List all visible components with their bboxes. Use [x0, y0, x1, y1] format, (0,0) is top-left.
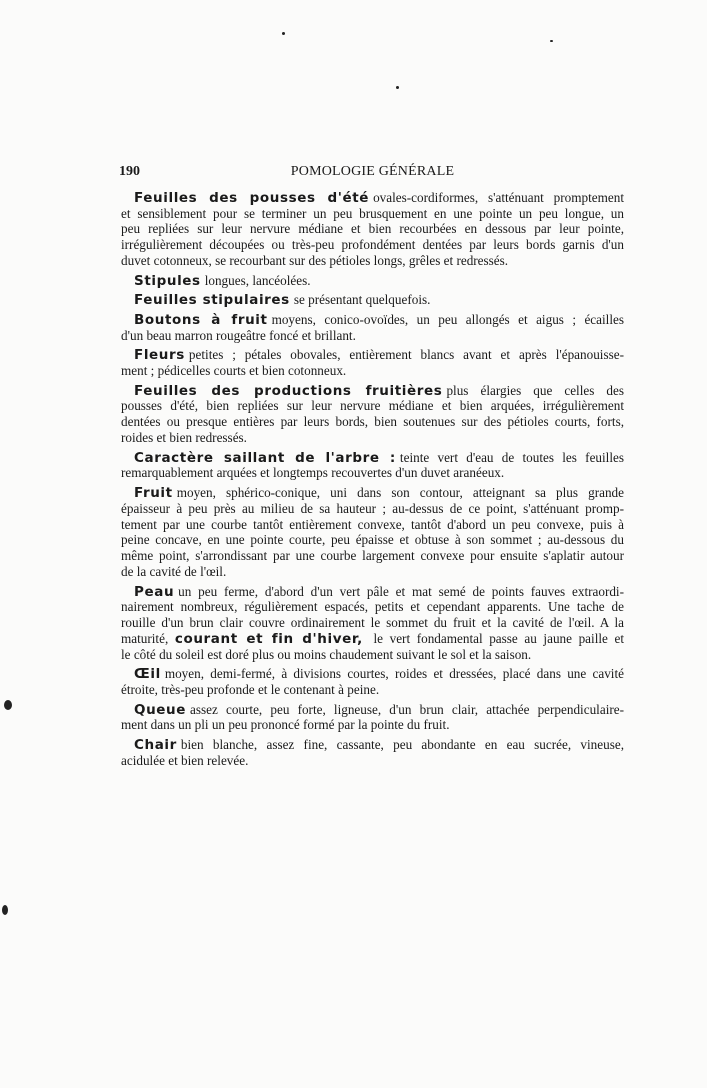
text-line: [121, 615, 624, 631]
paragraph-heading: Feuilles stipulaires: [134, 292, 290, 309]
text-line: [121, 564, 624, 580]
paragraph: [121, 450, 624, 482]
paragraph: [121, 584, 624, 663]
line-text: moyen, demi-fermé, à divisions courtes, roides et dressées, placé dans une cavité: [164, 666, 624, 682]
text-line: [121, 292, 624, 308]
text-line: [121, 548, 624, 564]
line-text: le côté du soleil est doré plus ou moins chaudement suivant le sol et la saison.: [121, 646, 532, 662]
line-text: même point, s'arrondissant par une courbe largement convexe pour ensuite s'aplatir autour: [121, 548, 624, 564]
line-text: pousses d'été, bien repliées sur leur nervure médiane et bien arquées, irrégulièrement: [121, 398, 624, 414]
line-text: acidulée et bien relevée.: [121, 752, 249, 768]
line-text: d'un beau marron rougeâtre foncé et brillant.: [121, 327, 356, 343]
line-text: duvet cotonneux, se recourbant sur des pétioles longs, grêles et redressés.: [121, 252, 509, 268]
line-text: irrégulièrement découpées ou très-peu profondément dentées par leurs bords garnis d'un: [121, 237, 624, 253]
paragraph: [121, 292, 624, 308]
line-text: de la cavité de l'œil.: [121, 563, 227, 579]
scan-speck: [282, 32, 285, 35]
line-text: plus élargies que celles des: [446, 382, 624, 398]
text-line: [121, 753, 624, 769]
page-header: [121, 164, 624, 186]
paragraph-heading: Feuilles des productions fruitières: [134, 382, 443, 399]
line-text: remarquablement arquées et longtemps recouvertes d'un duvet aranéeux.: [121, 465, 505, 481]
text-line: [121, 717, 624, 733]
paragraph-heading: Fleurs: [134, 347, 185, 364]
text-line: [121, 363, 624, 379]
paragraph-heading: Boutons à fruit: [134, 311, 268, 328]
line-text: tement par une courbe tantôt entièrement convexe, tantôt d'abord un peu convexe, puis à: [121, 516, 624, 532]
line-text: dentées ou presque entières par leurs bords, bien soutenues sur des pétioles courts, forts,: [121, 414, 624, 430]
line-text: maturité, courant et fin d'hiver, le vert fondamental passe au jaune paille et: [121, 630, 624, 647]
text-line: [121, 414, 624, 430]
text-line: [121, 666, 624, 682]
paragraph: [121, 666, 624, 698]
text-line: [121, 312, 624, 328]
text-line: [121, 584, 624, 600]
line-text: assez courte, peu forte, ligneuse, d'un brun clair, attachée perpendiculaire-: [190, 701, 624, 717]
scan-speck: [550, 40, 553, 42]
text-line: [121, 398, 624, 414]
line-text: longues, lancéolées.: [204, 272, 311, 288]
paragraph-heading: Queue: [134, 701, 187, 718]
line-text: moyens, conico-ovoïdes, un peu allongés et aigus ; écailles: [271, 311, 624, 327]
text-line: [121, 450, 624, 466]
text-line: [121, 237, 624, 253]
line-text: et sensiblement pour se terminer un peu brusquement en une pointe un peu longue, un: [121, 205, 624, 221]
paragraph-heading: Caractère saillant de l'arbre :: [134, 449, 396, 466]
text-line: [121, 517, 624, 533]
line-text: rouille d'un brun clair couvre ordinairement le sommet du fruit et la cavité de l'œil. A la: [121, 615, 624, 631]
text-line: [121, 485, 624, 501]
text-line: [121, 273, 624, 289]
line-text: peine concave, en une pointe courte, peu épaisse et obtuse à son sommet ; au-dessous du: [121, 532, 624, 548]
text-line: [121, 383, 624, 399]
text-line: [121, 347, 624, 363]
text-line: [121, 221, 624, 237]
paragraph-heading: Œil: [134, 666, 161, 683]
text-line: [121, 702, 624, 718]
paragraph: [121, 312, 624, 344]
text-line: [121, 682, 624, 698]
text-line: [121, 430, 624, 446]
paragraph-heading: Feuilles des pousses d'été: [134, 189, 370, 206]
line-text: se présentant quelquefois.: [293, 292, 431, 308]
text-line: [121, 737, 624, 753]
text-line: [121, 465, 624, 481]
paragraph: [121, 485, 624, 580]
line-text: ovales-cordiformes, s'atténuant promptement: [373, 189, 624, 205]
paragraph: [121, 737, 624, 769]
line-text: moyen, sphérico-conique, uni dans son contour, atteignant sa plus grande: [176, 484, 624, 500]
text-line: [121, 190, 624, 206]
text-line: [121, 599, 624, 615]
scan-speck: [4, 700, 12, 710]
text-line: [121, 631, 624, 647]
line-text: petites ; pétales obovales, entièrement blancs avant et après l'épanouisse-: [188, 347, 624, 363]
text-line: [121, 501, 624, 517]
line-text: ment dans un pli un peu prononcé formé par la pointe du fruit.: [121, 717, 450, 733]
running-title: POMOLOGIE GÉNÉRALE: [290, 164, 455, 179]
line-text: un peu ferme, d'abord d'un vert pâle et mat semé de points fauves extraordi-: [178, 583, 624, 599]
paragraph: [121, 347, 624, 379]
line-text: roides et bien redressés.: [121, 429, 247, 445]
document-page: [121, 164, 624, 769]
text-line: [121, 328, 624, 344]
paragraph: [121, 702, 624, 734]
text-line: [121, 206, 624, 222]
paragraph: [121, 190, 624, 269]
text-line: [121, 253, 624, 269]
page-number: 190: [119, 164, 140, 179]
inline-emphasis: courant et fin d'hiver,: [174, 630, 363, 647]
paragraph: [121, 273, 624, 289]
line-text: nairement nombreux, régulièrement espacés, petits et cependant apparents. Une tache de: [121, 599, 624, 615]
text-line: [121, 647, 624, 663]
scan-speck: [396, 86, 399, 89]
paragraph-heading: Stipules: [134, 272, 201, 289]
text-line: [121, 532, 624, 548]
paragraph-heading: Fruit: [134, 484, 173, 501]
paragraph-heading: Peau: [134, 583, 175, 600]
line-text: épaisseur à peu près au milieu de sa hauteur ; au-dessus de ce point, s'atténuant promp-: [121, 500, 624, 516]
line-text: peu repliées sur leur nervure médiane et bien recourbées en dessous par leur pointe,: [121, 221, 624, 237]
line-text: teinte vert d'eau de toutes les feuilles: [399, 449, 624, 465]
scan-speck: [2, 905, 8, 915]
line-text: étroite, très-peu profonde et le contenant à peine.: [121, 682, 380, 698]
paragraph-heading: Chair: [134, 737, 177, 754]
page-body: [121, 190, 624, 769]
paragraph: [121, 383, 624, 446]
line-text: ment ; pédicelles courts et bien cotonneux.: [121, 362, 347, 378]
line-text: bien blanche, assez fine, cassante, peu abondante en eau sucrée, vineuse,: [180, 737, 624, 753]
